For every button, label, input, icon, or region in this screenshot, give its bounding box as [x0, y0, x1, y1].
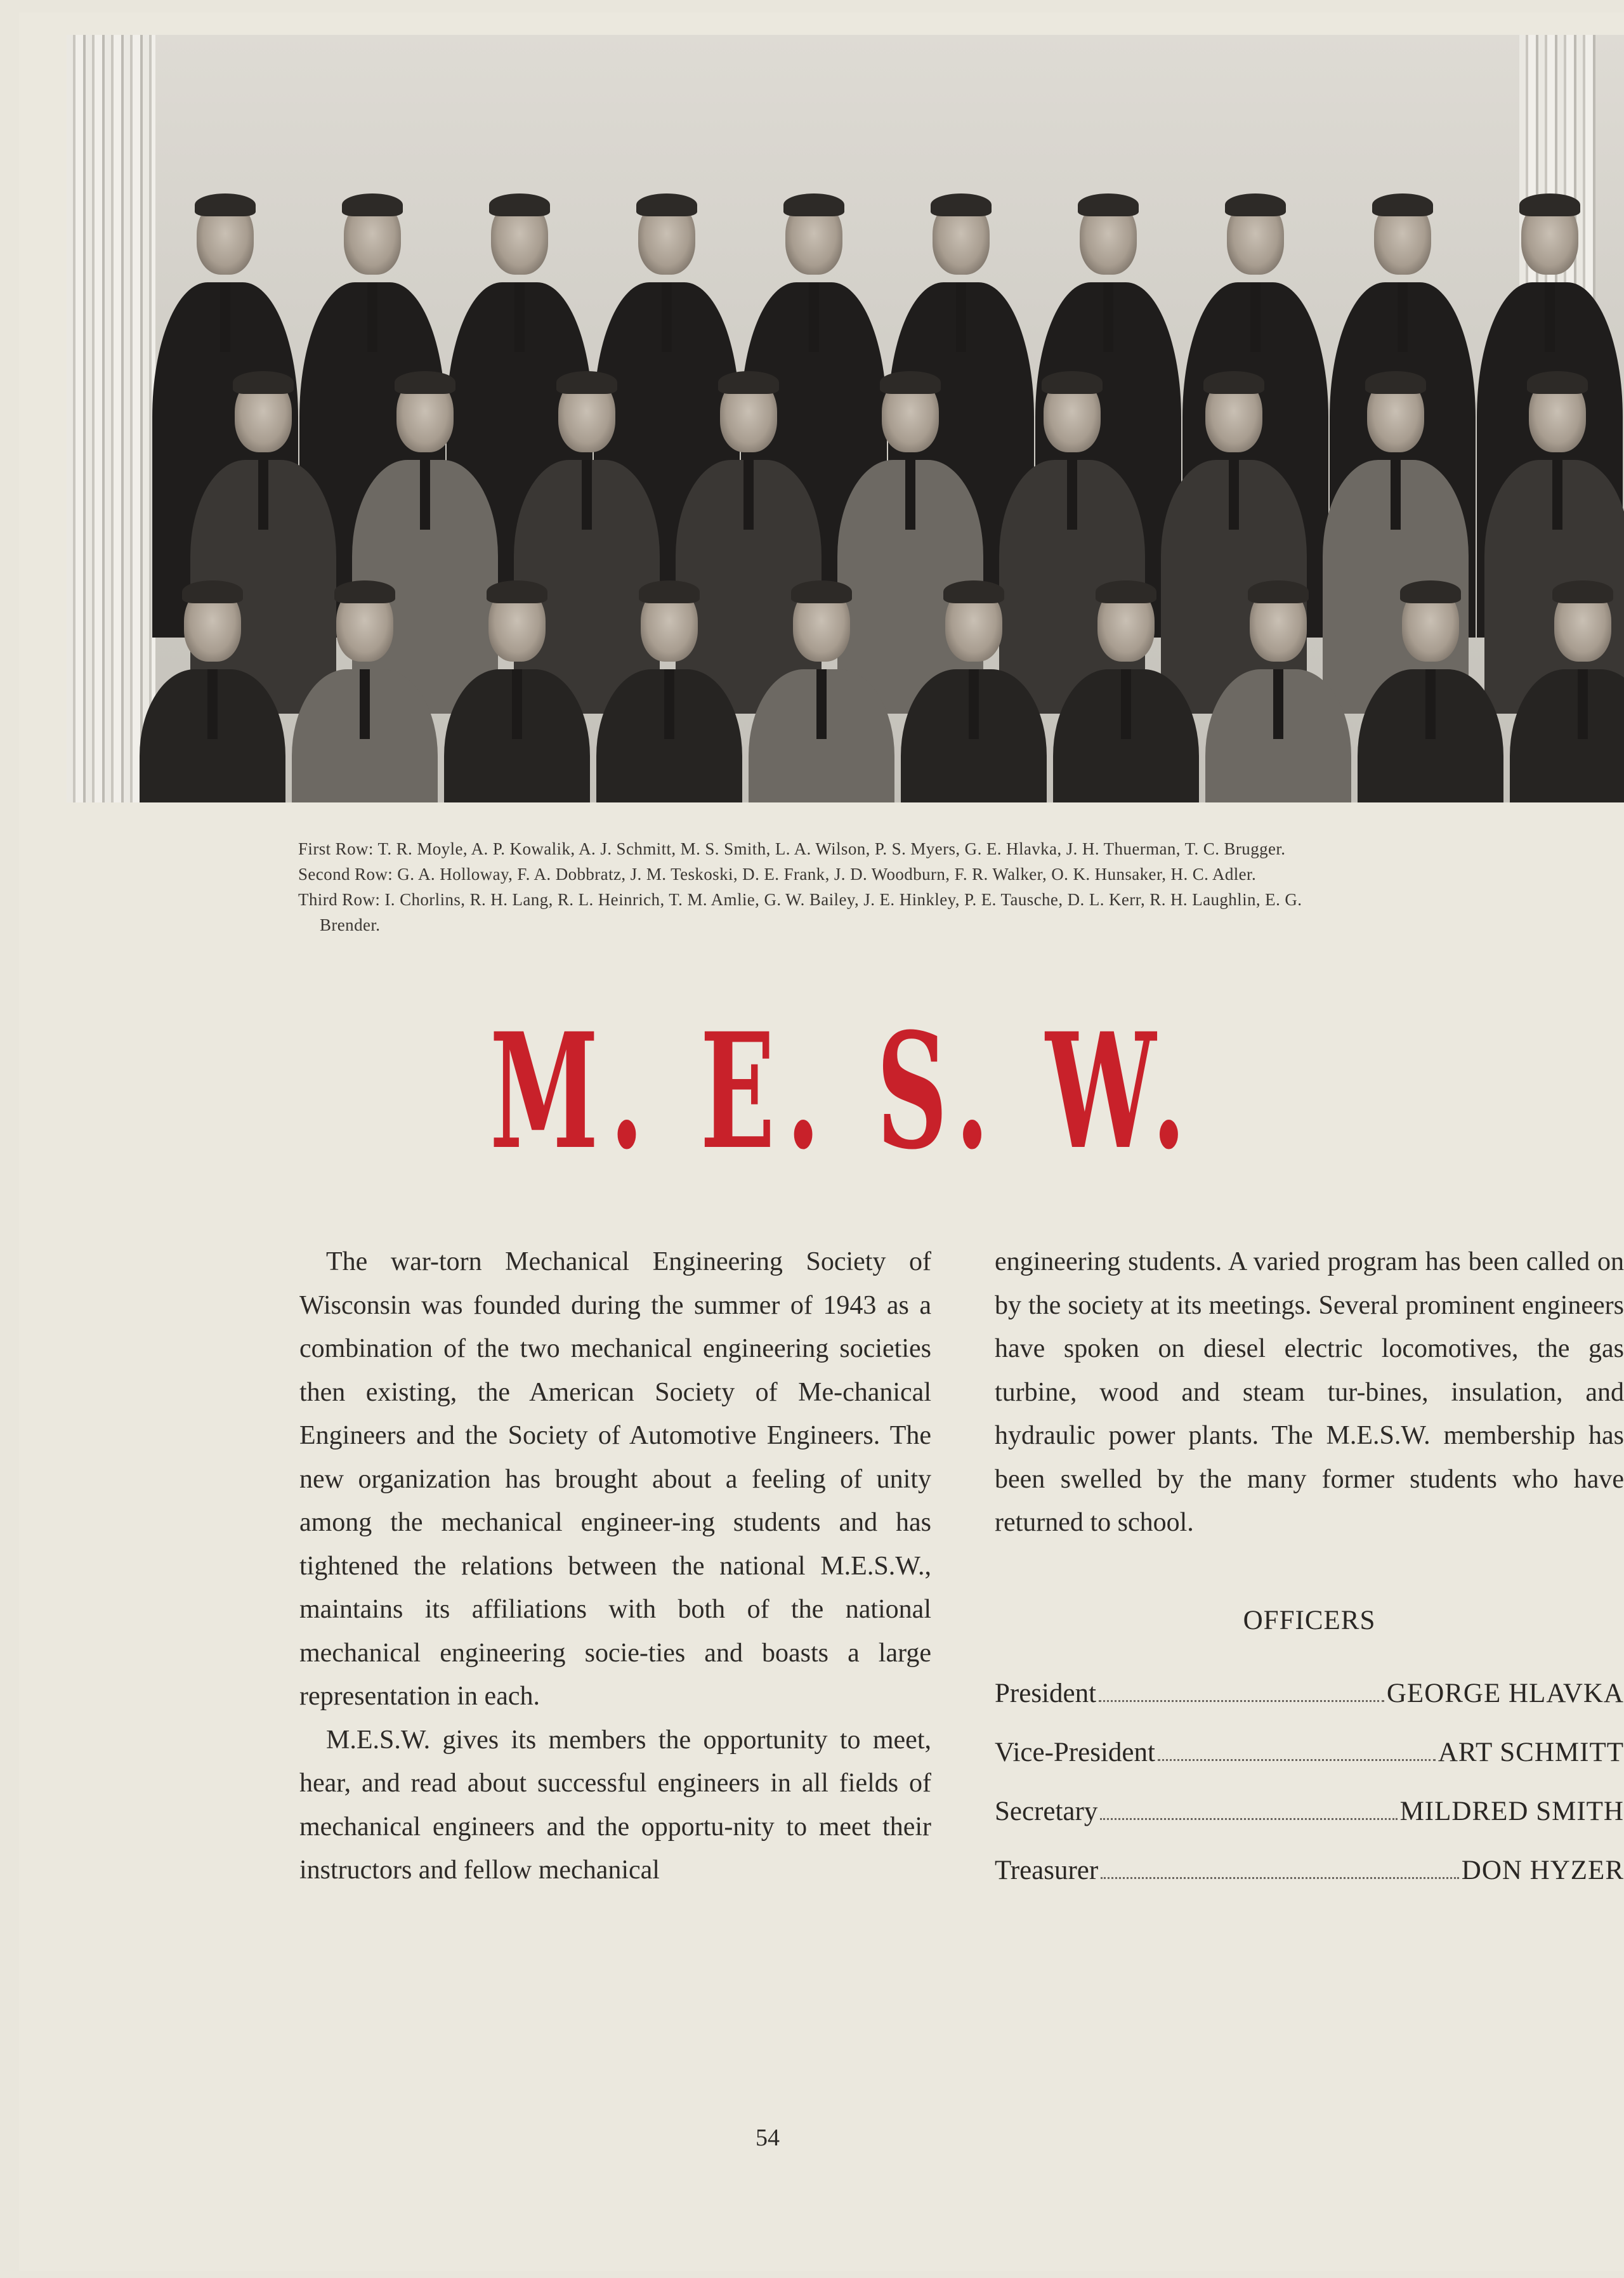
photo-person-hair — [943, 580, 1004, 603]
photo-person-tie — [207, 669, 218, 739]
photo-person-hair — [1096, 580, 1156, 603]
photo-person-hair — [195, 193, 256, 216]
caption-third-row-continued: Brender. — [320, 915, 381, 934]
body-paragraph-1: The war-torn Mechanical Engineering Society of Wisconsin was founded during the summer of 1943 as a combination of the two mechanical engineering societies then existing, the American Society of Me-chanical Engineers and the Society of Automotive Engineers. The new organization has brought about a feeling of unity among the mechanical engineer-ing students and has tightened the relations between the national M.E.S.W., maintains its affiliations with both of the national mechanical engineering socie-ties and boasts a large representation in each. — [299, 1247, 931, 1711]
officers-heading: OFFICERS — [1243, 1606, 1376, 1635]
officer-row-vice-president — [995, 1734, 1624, 1772]
photo-person-hair — [636, 193, 697, 216]
page-title: M. E. S. W. — [490, 998, 1197, 1184]
photo-person-tie — [1578, 669, 1588, 739]
photo-person-tie — [664, 669, 674, 739]
photo-person — [289, 574, 441, 802]
photo-person — [1507, 574, 1624, 802]
photo-person-tie — [969, 669, 979, 739]
leader-dots — [1101, 1854, 1459, 1879]
officer-row-treasurer — [995, 1852, 1624, 1890]
photo-person-body — [1510, 669, 1624, 802]
photo-person-hair — [1248, 580, 1309, 603]
photo-person-tie — [905, 460, 915, 530]
photo-person-hair — [1527, 371, 1588, 394]
photo-person — [745, 574, 898, 802]
photo-person-tie — [1552, 460, 1562, 530]
photo-person-tie — [662, 282, 672, 352]
photo-person-tie — [514, 282, 525, 352]
body-paragraph-3: engineering students. A varied program has been called on by the society at its meetings. Several prominent engineers have spoken on diesel electric locomotives, the gas turbine, wood and steam tur-bines, insulation, and hydraulic power plants. The M.E.S.W. membership has been swelled by the many former students who have returned to school. — [995, 1247, 1624, 1537]
body-left-column — [299, 1240, 931, 1892]
caption-first-row: First Row: T. R. Moyle, A. P. Kowalik, A. J. Schmitt, M. S. Smith, L. A. Wilson, P. S. Myers, G. E. Hlavka, J. H. Thuerman, T. C. Brugger. — [298, 839, 1286, 858]
photo-person-hair — [1225, 193, 1286, 216]
photo-person-tie — [420, 460, 430, 530]
photo-person-hair — [931, 193, 992, 216]
photo-person — [898, 574, 1050, 802]
body-right-column — [995, 1240, 1624, 1545]
photo-person — [136, 574, 289, 802]
photo-person-tie — [1273, 669, 1283, 739]
group-photo — [67, 35, 1624, 802]
photo-person-hair — [1365, 371, 1426, 394]
leader-dots — [1158, 1736, 1436, 1761]
photo-person-hair — [783, 193, 844, 216]
photo-person-tie — [743, 460, 754, 530]
photo-person-tie — [809, 282, 819, 352]
photo-person-tie — [360, 669, 370, 739]
photo-person-tie — [1391, 460, 1401, 530]
officer-row-secretary — [995, 1793, 1624, 1831]
photo-person-tie — [816, 669, 827, 739]
photo-person-hair — [1372, 193, 1433, 216]
photo-person-hair — [1042, 371, 1103, 394]
leader-dots — [1100, 1795, 1397, 1820]
photo-person-hair — [639, 580, 700, 603]
officer-name: MILDRED SMITH — [1399, 1797, 1624, 1826]
photo-person-tie — [1545, 282, 1555, 352]
photo-person-hair — [233, 371, 294, 394]
officer-title: Vice-President — [995, 1738, 1155, 1767]
photo-person-hair — [182, 580, 243, 603]
photo-person-tie — [1250, 282, 1261, 352]
photo-person-tie — [1425, 669, 1436, 739]
photo-person-hair — [342, 193, 403, 216]
body-paragraph-2: M.E.S.W. gives its members the opportunity to meet, hear, and read about successful engineers in all fields of mechanical engineers and the opportu-nity to meet their instructors and fellow mechanical — [299, 1725, 931, 1885]
photo-person-hair — [791, 580, 852, 603]
photo-person — [593, 574, 745, 802]
photo-people — [149, 181, 1624, 802]
officer-name: ART SCHMITT — [1437, 1738, 1624, 1767]
officer-name: GEORGE HLAVKA — [1386, 1679, 1624, 1708]
photo-caption — [298, 836, 1624, 938]
photo-person-hair — [556, 371, 617, 394]
photo-person-tie — [956, 282, 966, 352]
leader-dots — [1099, 1677, 1384, 1702]
photo-person-hair — [489, 193, 550, 216]
photo-person-hair — [1552, 580, 1613, 603]
page-number: 54 — [756, 2124, 780, 2151]
photo-person — [1050, 574, 1202, 802]
photo-person-tie — [220, 282, 230, 352]
photo-person-hair — [880, 371, 941, 394]
photo-person-tie — [512, 669, 522, 739]
photo-person-hair — [1078, 193, 1139, 216]
photo-person-tie — [582, 460, 592, 530]
photo-person-hair — [1519, 193, 1580, 216]
officer-title: Treasurer — [995, 1856, 1099, 1885]
photo-person-hair — [1400, 580, 1461, 603]
photo-person-tie — [1103, 282, 1113, 352]
officer-name: DON HYZER — [1461, 1856, 1624, 1885]
officer-title: Secretary — [995, 1797, 1098, 1826]
photo-person-hair — [718, 371, 779, 394]
photo-person — [441, 574, 593, 802]
photo-person-hair — [395, 371, 455, 394]
photo-person-tie — [1229, 460, 1239, 530]
caption-third-row: Third Row: I. Chorlins, R. H. Lang, R. L. Heinrich, T. M. Amlie, G. W. Bailey, J. E. Hinkley, P. E. Tausche, D. L. Kerr, R. H. Laughlin, E. G. — [298, 890, 1302, 909]
photo-person-hair — [334, 580, 395, 603]
caption-second-row: Second Row: G. A. Holloway, F. A. Dobbratz, J. M. Teskoski, D. E. Frank, J. D. Woodburn, F. R. Walker, O. K. Hunsaker, H. C. Adler. — [298, 865, 1257, 884]
officer-title: President — [995, 1679, 1097, 1708]
photo-person-tie — [1121, 669, 1131, 739]
officer-row-president — [995, 1675, 1624, 1713]
photo-person-tie — [258, 460, 268, 530]
photo-person-tie — [367, 282, 377, 352]
photo-person-hair — [487, 580, 547, 603]
photo-person-hair — [1203, 371, 1264, 394]
photo-person — [1354, 574, 1507, 802]
photo-person — [1202, 574, 1354, 802]
photo-person-tie — [1067, 460, 1077, 530]
photo-person-tie — [1398, 282, 1408, 352]
